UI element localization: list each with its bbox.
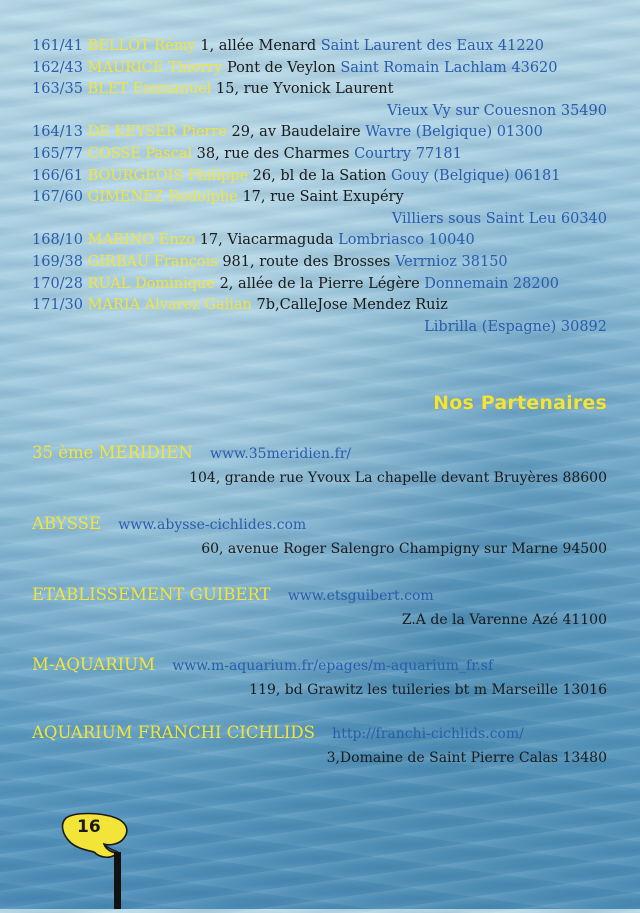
member-address: 38, rue des Charmes (196, 145, 350, 162)
partner-link[interactable]: www.35meridien.fr/ (210, 446, 352, 462)
member-number: 161/41 (32, 38, 84, 54)
member-city: Verrnioz 38150 (394, 253, 508, 270)
partner-link[interactable]: www.etsguibert.com (287, 588, 434, 604)
partner-entry (32, 584, 607, 631)
member-name: BOURGEOIS Philippe (87, 167, 249, 184)
member-name: GIRBAU François (87, 253, 218, 270)
member-address: 1, allée Menard (200, 38, 317, 54)
member-name: MARIA Alvarez Galian (87, 297, 252, 314)
member-city: Saint Laurent des Eaux 41220 (320, 38, 545, 54)
member-address: 7b,CalleJose Mendez Ruiz (256, 297, 448, 314)
member-row (32, 166, 607, 188)
member-number: 171/30 (32, 297, 84, 314)
member-number: 166/61 (32, 167, 84, 184)
member-number: 162/43 (32, 59, 84, 76)
member-city: Villiers sous Saint Leu 60340 (391, 210, 607, 227)
member-city: Gouy (Belgique) 06181 (390, 167, 561, 184)
member-city-line (32, 317, 607, 339)
member-address: 29, av Baudelaire (231, 124, 361, 141)
partner-address: 3,Domaine de Saint Pierre Calas 13480 (326, 750, 607, 766)
member-address: 17, rue Saint Exupéry (242, 189, 404, 206)
member-row (32, 252, 607, 274)
member-number: 164/13 (32, 124, 84, 141)
member-name: BLET Emmanuel (87, 81, 212, 98)
partner-link[interactable]: www.abysse-cichlides.com (118, 517, 307, 533)
member-address: 15, rue Yvonick Laurent (216, 81, 394, 98)
member-name: MARINO Enzo (87, 232, 196, 249)
partner-address: 60, avenue Roger Salengro Champigny sur Marne 94500 (201, 541, 607, 557)
member-city-line (32, 209, 607, 231)
member-address: Pont de Veylon (227, 59, 336, 76)
member-name: BELLOT Rémy (87, 38, 196, 54)
partner-entry (32, 442, 607, 489)
member-row (32, 36, 607, 58)
member-number: 163/35 (32, 81, 84, 98)
page-number-badge (60, 812, 140, 909)
member-name: RUAL Dominique (87, 275, 215, 292)
partner-link[interactable]: www.m-aquarium.fr/epages/m-aquarium_fr.sf (172, 658, 494, 674)
partner-name: M-AQUARIUM (32, 655, 155, 674)
member-address: 2, allée de la Pierre Légère (219, 275, 420, 292)
member-number: 167/60 (32, 189, 84, 206)
partner-link[interactable]: http://franchi-cichlids.com/ (332, 726, 524, 742)
partner-address: 119, bd Grawitz les tuileries bt m Marseille 13016 (249, 682, 607, 698)
partner-entry (32, 722, 607, 769)
member-row (32, 144, 607, 166)
member-city: Vieux Vy sur Couesnon 35490 (387, 102, 607, 119)
member-number: 168/10 (32, 232, 84, 249)
member-name: MAURICE Thierry (87, 59, 223, 76)
member-row (32, 295, 607, 317)
member-row (32, 122, 607, 144)
member-address: 981, route des Brosses (222, 253, 391, 270)
member-city: Courtry 77181 (354, 145, 462, 162)
partner-entry (32, 513, 607, 560)
member-address: 26, bl de la Sation (252, 167, 387, 184)
member-city-line (32, 101, 607, 123)
partner-name: ABYSSE (32, 514, 102, 533)
member-row (32, 79, 607, 101)
member-row (32, 58, 607, 80)
member-city: Lombriasco 10040 (338, 232, 475, 249)
partners-title: Nos Partenaires (433, 392, 607, 414)
member-row (32, 274, 607, 296)
member-list (32, 36, 607, 338)
member-row (32, 230, 607, 252)
partner-address: 104, grande rue Yvoux La chapelle devant Bruyères 88600 (189, 470, 607, 486)
member-name: DE KEYSER Pierre (87, 124, 227, 141)
member-name: GIMENEZ Rodolphe (87, 189, 238, 206)
member-address: 17, Viacarmaguda (199, 232, 334, 249)
member-name: COSSE Pascal (87, 145, 193, 162)
partner-name: AQUARIUM FRANCHI CICHLIDS (32, 723, 315, 742)
member-city: Librilla (Espagne) 30892 (424, 318, 607, 335)
page-number: 16 (77, 817, 101, 837)
member-number: 170/28 (32, 275, 84, 292)
member-row (32, 187, 607, 209)
partner-name: ETABLISSEMENT GUIBERT (32, 585, 271, 604)
partner-address: Z.A de la Varenne Azé 41100 (401, 612, 607, 628)
partner-entry (32, 654, 607, 701)
member-city: Wavre (Belgique) 01300 (365, 124, 543, 141)
member-city: Donnemain 28200 (424, 275, 560, 292)
member-city: Saint Romain Lachlam 43620 (340, 59, 558, 76)
member-number: 169/38 (32, 253, 84, 270)
partner-name: 35 ème MERIDIEN (32, 443, 193, 462)
member-number: 165/77 (32, 145, 84, 162)
